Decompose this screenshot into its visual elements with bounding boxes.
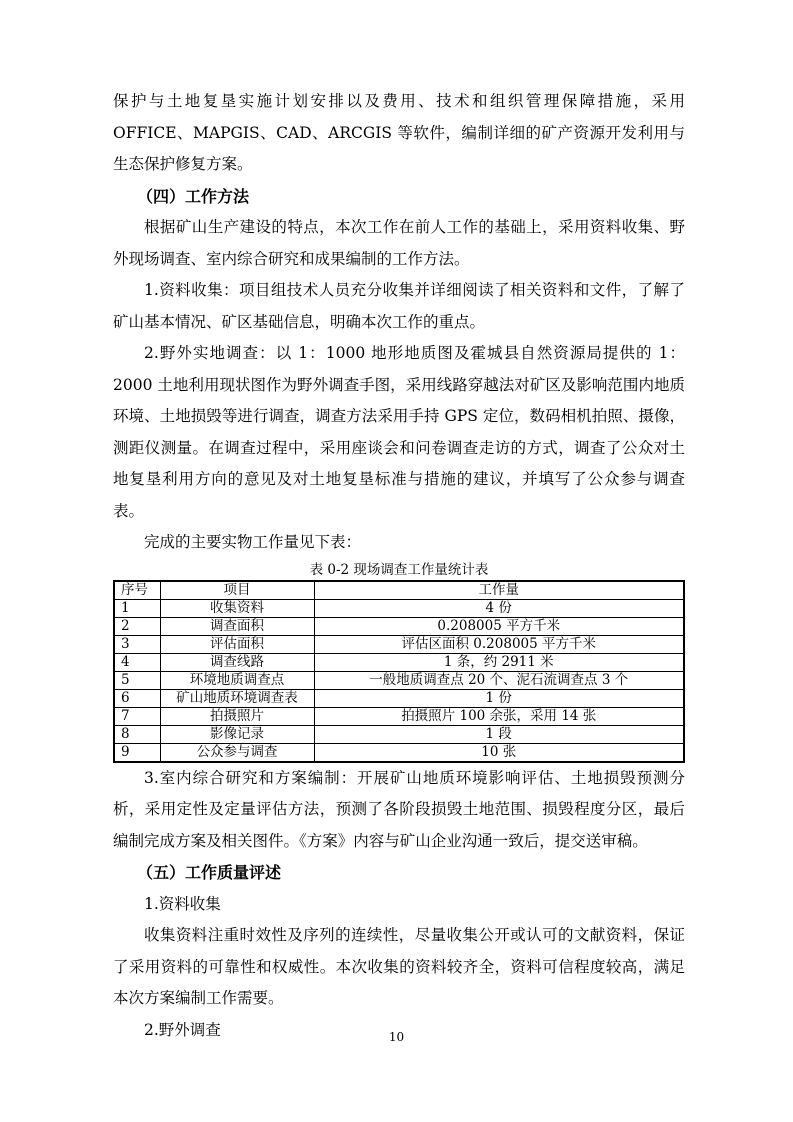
cell-workload: 1 份	[314, 689, 684, 707]
cell-item: 影像记录	[160, 725, 314, 743]
cell-item: 矿山地质环境调查表	[160, 689, 314, 707]
cell-workload: 拍摄照片 100 余张，采用 14 张	[314, 707, 684, 725]
page-content	[113, 86, 685, 1046]
subheading-field-survey: 2.野外调查	[144, 1020, 221, 1039]
cell-index: 3	[114, 635, 160, 653]
table-row	[114, 707, 684, 725]
paragraph-table-intro: 完成的主要实物工作量见下表：	[144, 533, 362, 551]
paragraph-methods-intro: 根据矿山生产建设的特点，本次工作在前人工作的基础上，采用资料收集、野外现场调查、室内综合研究和成果编制的工作方法。	[113, 218, 685, 268]
table-row	[114, 599, 684, 617]
cell-item: 评估面积	[160, 635, 314, 653]
table-row	[114, 671, 684, 689]
cell-index: 6	[114, 689, 160, 707]
paragraph-continued: 保护与土地复垦实施计划安排以及费用、技术和组织管理保障措施，采用 OFFICE、MAPGIS、CAD、ARCGIS 等软件，编制详细的矿产资源开发利用与生态保护修复方案。	[113, 92, 685, 173]
cell-workload: 1 段	[314, 725, 684, 743]
table-row	[114, 725, 684, 743]
cell-workload: 0.208005 平方千米	[314, 617, 684, 635]
paragraph-data-collection: 1.资料收集：项目组技术人员充分收集并详细阅读了相关资料和文件，了解了矿山基本情况、矿区基础信息，明确本次工作的重点。	[113, 281, 685, 331]
cell-workload: 4 份	[314, 599, 684, 617]
cell-item: 拍摄照片	[160, 707, 314, 725]
header-index: 序号	[114, 581, 160, 600]
cell-item: 调查线路	[160, 653, 314, 671]
paragraph-field-survey: 2.野外实地调查：以 1：1000 地形地质图及霍城县自然资源局提供的 1：2000 土地利用现状图作为野外调查手图，采用线路穿越法对矿区及影响范围内地质环境、土地损毁等进行调查，调查方法采用手持 GPS 定位，数码相机拍照、摄像，测距仪测量。在调查过程中，采用座谈会和问卷调查走访的方式，调查了公众对土地复垦利用方向的意见及对土地复垦标准与措施的建议，并填写了公众参与调查表。	[113, 344, 685, 520]
table-caption: 表 0-2 现场调查工作量统计表	[309, 561, 489, 578]
cell-workload: 10 张	[314, 743, 684, 762]
cell-index: 2	[114, 617, 160, 635]
cell-index: 5	[114, 671, 160, 689]
table-row	[114, 617, 684, 635]
cell-item: 收集资料	[160, 599, 314, 617]
table-row	[114, 689, 684, 707]
cell-workload: 1 条，约 2911 米	[314, 653, 684, 671]
cell-index: 9	[114, 743, 160, 762]
cell-workload: 一般地质调查点 20 个、泥石流调查点 3 个	[314, 671, 684, 689]
header-workload: 工作量	[314, 581, 684, 600]
table-header-row	[114, 581, 684, 600]
paragraph-quality-data: 收集资料注重时效性及序列的连续性，尽量收集公开或认可的文献资料，保证了采用资料的可靠性和权威性。本次收集的资料较齐全，资料可信程度较高，满足本次方案编制工作需要。	[113, 926, 685, 1007]
table-row	[114, 743, 684, 762]
cell-index: 1	[114, 599, 160, 617]
table-row	[114, 635, 684, 653]
cell-index: 7	[114, 707, 160, 725]
cell-item: 环境地质调查点	[160, 671, 314, 689]
header-item: 项目	[160, 581, 314, 600]
heading-work-methods: （四）工作方法	[137, 186, 250, 206]
cell-item: 调查面积	[160, 617, 314, 635]
paragraph-indoor-research: 3.室内综合研究和方案编制：开展矿山地质环境影响评估、土地损毁预测分析，采用定性及定量评估方法，预测了各阶段损毁土地范围、损毁程度分区，最后编制完成方案及相关图件。《方案》内容与矿山企业沟通一致后，提交送审稿。	[113, 768, 685, 850]
cell-index: 4	[114, 653, 160, 671]
cell-index: 8	[114, 725, 160, 743]
heading-quality-review: （五）工作质量评述	[137, 863, 282, 882]
table-row	[114, 653, 684, 671]
cell-workload: 评估区面积 0.208005 平方千米	[314, 635, 684, 653]
cell-item: 公众参与调查	[160, 743, 314, 762]
workload-table	[113, 580, 685, 763]
subheading-data-collection: 1.资料收集	[144, 894, 221, 913]
page-number: 10	[388, 1030, 405, 1044]
